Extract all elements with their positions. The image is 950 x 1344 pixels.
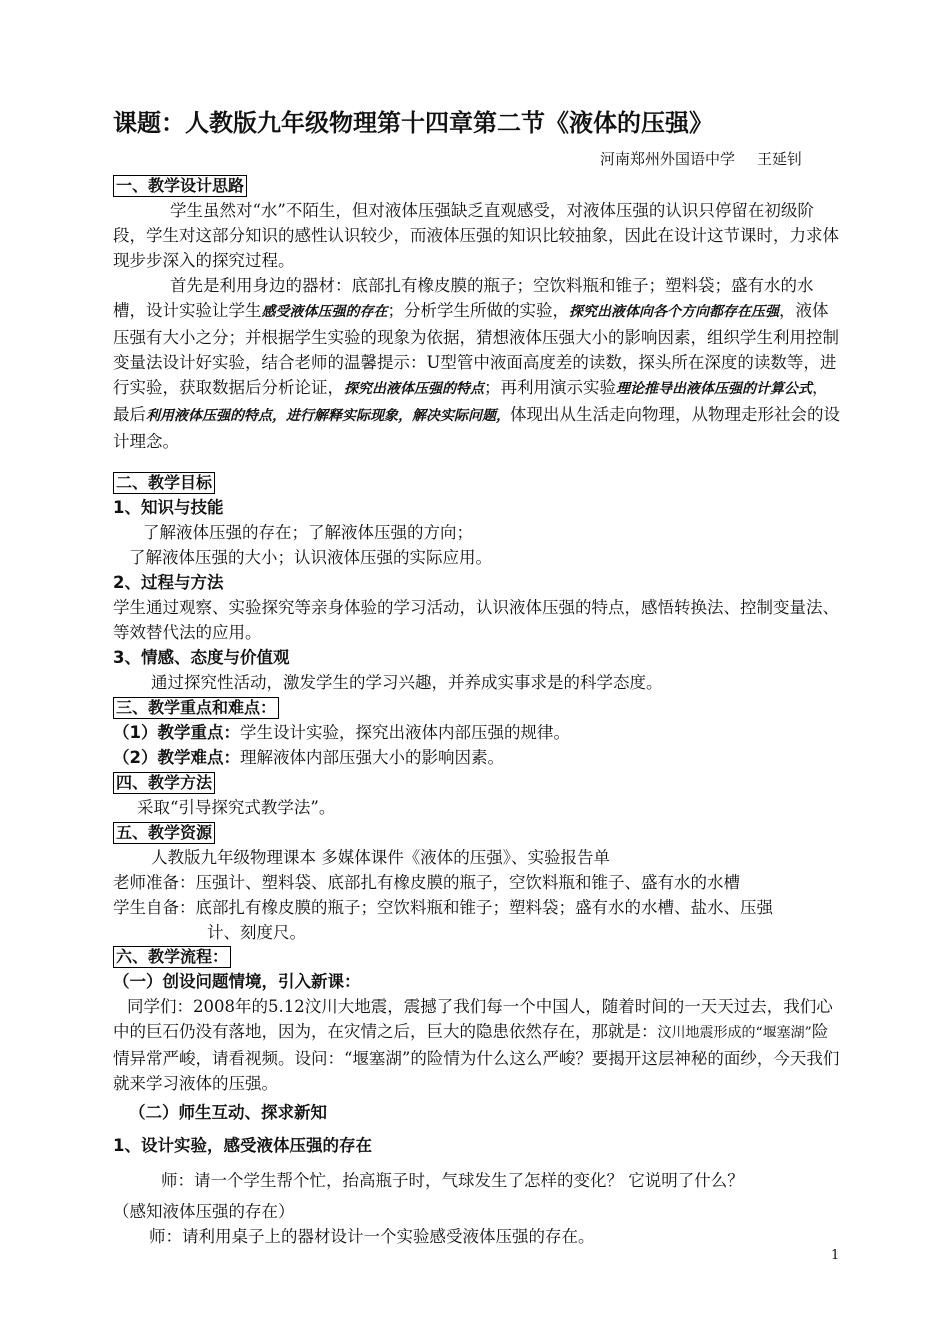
section-teaching-process [113, 944, 841, 1249]
author-line [600, 148, 802, 169]
text-line: 通过探究性活动，激发学生的学习兴趣，并养成实事求是的科学态度。 [151, 673, 663, 692]
text-run: 同学们：2008年的5.12汶川大地震，震撼了我们每一个中国人，随着时间的一天天过去，我们心中的巨石仍没有落地，因为，在灾情之后，巨大的隐患依然存在，那就是： [113, 997, 833, 1041]
teacher-line: 师：请利用桌子上的器材设计一个实验感受液体压强的存在。 [149, 1227, 595, 1246]
subheading: 2、过程与方法 [113, 573, 224, 592]
text-run-small: 汶川地震形成的“堰塞湖” [657, 1025, 812, 1041]
text-line: 了解液体压强的存在；了解液体压强的方向； [143, 523, 473, 542]
text-line: 老师准备：压强计、塑料袋、底部扎有橡皮膜的瓶子，空饮料瓶和锥子、盛有水的水槽 [113, 873, 740, 892]
text-run: ，最后 [113, 378, 829, 424]
text-line: 学生自备：底部扎有橡皮膜的瓶子；空饮料瓶和锥子；塑料袋；盛有水的水槽、盐水、压强 [113, 898, 773, 917]
section-heading: 六、教学流程： [113, 946, 231, 968]
text-run: 体现出从生活走向物理，从物理走形社会的设计理念。 [113, 405, 840, 451]
subheading: （二）师生互动、探求新知 [129, 1103, 327, 1122]
section-teaching-method [113, 770, 841, 820]
section-design-ideas [113, 173, 841, 454]
subheading: 1、知识与技能 [113, 498, 224, 517]
text-run: ，液体压强有大小之分；并根据学生实验的现象为依据，猜想液体压强大小的影响因素，组织学生利用控制变量法设计好实验，结合老师的温馨提示：U型管中液面高度差的读数，探头所在深度的读数等，进行实验，获取数据后分析论证， [113, 301, 839, 397]
section-heading: 五、教学资源 [113, 822, 215, 844]
emphasis-text: 理论推导出液体压强的计算公式 [616, 381, 812, 397]
paragraph: 学生通过观察、实验探究等亲身体验的学习活动，认识液体压强的特点，感悟转换法、控制变量法、等效替代法的应用。 [113, 598, 839, 642]
page-number: 1 [831, 1248, 840, 1263]
subheading: （一）创设问题情境，引入新课： [113, 972, 361, 991]
text-line: 人教版九年级物理课本 多媒体课件《液体的压强》、实验报告单 [151, 848, 610, 867]
text-line: 计、刻度尺。 [207, 923, 306, 942]
paragraph [113, 273, 841, 454]
paragraph [113, 994, 841, 1096]
section-key-points [113, 695, 841, 770]
difficulty-text: 理解液体内部压强大小的影响因素。 [239, 748, 504, 767]
section-teaching-goals [113, 470, 841, 695]
subheading: 3、情感、态度与价值观 [113, 648, 290, 667]
emphasis-text: 感受液体压强的存在 [261, 304, 388, 320]
key-point-text: 学生设计实验，探究出液体内部压强的规律。 [239, 723, 570, 742]
text-line: 了解液体压强的大小；认识液体压强的实际应用。 [129, 548, 492, 567]
author-name: 王延钊 [757, 150, 803, 168]
text-run: ；分析学生所做的实验， [387, 301, 569, 320]
text-run: 险情异常严峻，请看视频。设问：“堰塞湖”的险情为什么这么严峻？要揭开这层神秘的面纱，今天我们就来学习液体的压强。 [113, 1022, 840, 1093]
page-title: 课题：人教版九年级物理第十四章第二节《液体的压强》 [113, 109, 713, 137]
emphasis-text: 探究出液体向各个方向都存在压强 [569, 304, 779, 320]
emphasis-text: 利用液体压强的特点，进行解释实际现象，解决实际问题， [146, 408, 510, 424]
text-run: 首先是利用身边的器材：底部扎有橡皮膜的瓶子；空饮料瓶和锥子；塑料袋；盛有水的水槽，设计实验让学生 [113, 276, 814, 320]
section-teaching-resources [113, 820, 841, 945]
teacher-line: 师：请一个学生帮个忙，抬高瓶子时，气球发生了怎样的变化？ 它说明了什么？ [161, 1171, 744, 1190]
section-heading: 三、教学重点和难点： [113, 697, 279, 719]
text-run: ；再利用演示实验 [484, 378, 616, 397]
section-heading: 二、教学目标 [113, 472, 215, 494]
text-line: 采取“引导探究式教学法”。 [137, 798, 336, 817]
subheading: 1、设计实验，感受液体压强的存在 [113, 1136, 372, 1155]
note-line: （感知液体压强的存在） [113, 1202, 295, 1221]
author-school: 河南郑州外国语中学 [600, 150, 736, 168]
section-heading: 一、教学设计思路 [113, 175, 247, 197]
difficulty-label: （2）教学难点： [113, 748, 240, 767]
difficulty-line [113, 745, 841, 770]
emphasis-text: 探究出液体压强的特点 [344, 381, 484, 397]
paragraph: 学生虽然对“水”不陌生，但对液体压强缺乏直观感受，对液体压强的认识只停留在初级阶段，学生对这部分知识的感性认识较少，而液体压强的知识比较抽象，因此在设计这节课时，力求体现步步深入的探究过程。 [113, 201, 839, 270]
key-point-label: （1）教学重点： [113, 723, 240, 742]
key-point-line [113, 720, 841, 745]
section-heading: 四、教学方法 [113, 772, 215, 794]
